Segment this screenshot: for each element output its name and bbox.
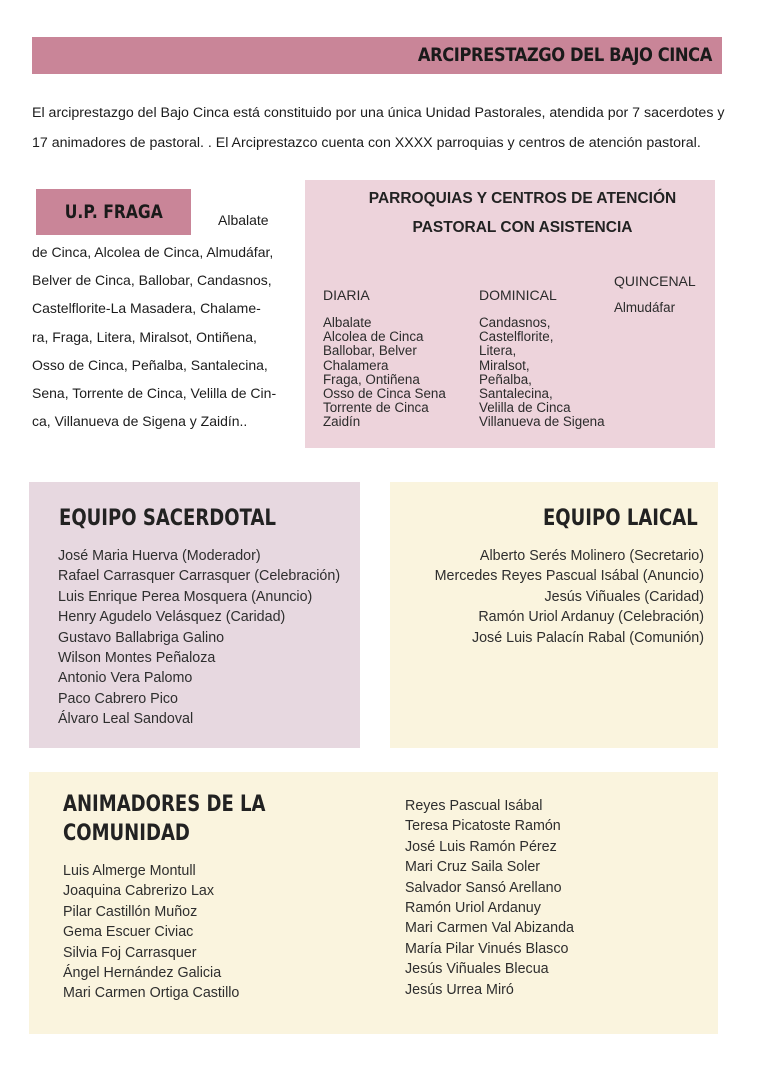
member-name: Silvia Foj Carrasquer: [63, 944, 197, 961]
quincenal-heading: QUINCENAL: [614, 273, 696, 289]
up-fraga-parishes-text: [32, 238, 277, 435]
animadores-heading-line-1: ANIMADORES DE LA: [63, 792, 266, 817]
list-item: Zaidín: [323, 414, 361, 430]
up-line: ca, Villanueva de Sigena y Zaidín..: [32, 413, 248, 430]
equipo-laical-heading-text: EQUIPO LAICAL: [543, 506, 698, 531]
member-name: Joaquina Cabrerizo Lax: [63, 883, 215, 900]
intro-paragraph: [32, 98, 732, 158]
equipo-sacerdotal-list: [58, 546, 340, 730]
up-fraga-label-text: U.P. FRAGA: [64, 201, 163, 223]
animadores-left-list: [63, 861, 239, 1004]
diaria-heading: DIARIA: [323, 287, 370, 303]
page-title-bar: [32, 37, 722, 74]
member-name: Luis Almerge Montull: [63, 863, 196, 879]
equipo-sacerdotal-heading: [59, 504, 324, 533]
member-name: Mercedes Reyes Pascual Isábal (Anuncio): [434, 568, 704, 585]
member-name: Mari Carmen Ortiga Castillo: [63, 985, 240, 1002]
quincenal-list: [614, 301, 675, 315]
list-item: Albalate: [323, 315, 372, 330]
member-name: Jesús Viñuales (Caridad): [544, 588, 704, 605]
member-name: Ramón Uriol Ardanuy: [405, 900, 541, 917]
member-name: Jesús Urrea Miró: [405, 981, 514, 998]
up-line: Castelflorite-La Masadera, Chalame-: [32, 300, 261, 317]
parroquias-title: [305, 184, 740, 242]
list-item: Castelflorite,: [479, 329, 554, 345]
parroquias-title-line-1: PARROQUIAS Y CENTROS DE ATENCIÓN: [368, 190, 677, 207]
member-name: Wilson Montes Peñaloza: [58, 650, 216, 667]
animadores-heading: [63, 790, 310, 848]
member-name: Álvaro Leal Sandoval: [58, 711, 194, 728]
animadores-box: [29, 772, 718, 1034]
up-line: ra, Fraga, Litera, Miralsot, Ontiñena,: [32, 328, 257, 345]
member-name: José Luis Ramón Pérez: [405, 838, 557, 855]
member-name: Pilar Castillón Muñoz: [63, 903, 198, 920]
member-name: Antonio Vera Palomo: [58, 670, 193, 687]
up-line: de Cinca, Alcolea de Cinca, Almudáfar,: [32, 244, 274, 260]
member-name: Luis Enrique Perea Mosquera (Anuncio): [58, 588, 313, 605]
member-name: Gema Escuer Civiac: [63, 924, 194, 941]
member-name: Reyes Pascual Isábal: [405, 798, 543, 814]
intro-line-1: El arciprestazgo del Bajo Cinca está constituido por una única Unidad Pastorales, atendida por 7 sacerdotes y: [32, 105, 725, 121]
list-item: Osso de Cinca Sena: [323, 386, 446, 402]
member-name: Gustavo Ballabriga Galino: [58, 629, 225, 646]
up-line: Osso de Cinca, Peñalba, Santalecina,: [32, 356, 268, 373]
animadores-right-list: [405, 796, 574, 1000]
list-item: Alcolea de Cinca: [323, 329, 424, 345]
list-item: Velilla de Cinca: [479, 400, 571, 416]
member-name: Ángel Hernández Galicia: [63, 965, 222, 982]
list-item: Torrente de Cinca: [323, 400, 429, 416]
page-title: ARCIPRESTAZGO DEL BAJO CINCA: [417, 44, 712, 66]
up-fraga-first-word: Albalate: [218, 212, 269, 228]
equipo-laical-box: [390, 482, 718, 748]
member-name: Henry Agudelo Velásquez (Caridad): [58, 609, 286, 626]
list-item: Litera,: [479, 343, 517, 359]
equipo-sacerdotal-box: [29, 482, 360, 748]
list-item: Santalecina,: [479, 386, 553, 402]
member-name: Jesús Viñuales Blecua: [405, 961, 549, 978]
member-name: Teresa Picatoste Ramón: [405, 818, 561, 835]
list-item: Peñalba,: [479, 371, 532, 387]
list-item: Almudáfar: [614, 300, 676, 315]
animadores-heading-line-2: COMUNIDAD: [63, 821, 190, 846]
intro-line-2: 17 animadores de pastoral. . El Arciprestazco cuenta con XXXX parroquias y centros de atención pastoral.: [32, 135, 701, 151]
parroquias-box: [305, 180, 715, 448]
up-line: Belver de Cinca, Ballobar, Candasnos,: [32, 272, 272, 289]
member-name: Alberto Serés Molinero (Secretario): [479, 548, 704, 564]
up-fraga-label: [36, 189, 191, 235]
dominical-list: [479, 316, 605, 430]
parroquias-title-line-2: PASTORAL CON ASISTENCIA: [412, 219, 633, 236]
member-name: José Maria Huerva (Moderador): [58, 548, 261, 564]
equipo-laical-list: [435, 546, 704, 648]
list-item: Ballobar, Belver: [323, 343, 417, 359]
up-line: Sena, Torrente de Cinca, Velilla de Cin-: [32, 385, 277, 402]
equipo-laical-heading: [509, 504, 698, 533]
member-name: Mari Cruz Saila Soler: [405, 859, 541, 876]
member-name: Rafael Carrasquer Carrasquer (Celebración): [58, 568, 341, 585]
diaria-list: [323, 316, 446, 430]
member-name: Mari Carmen Val Abizanda: [405, 920, 574, 937]
equipo-sacerdotal-heading-text: EQUIPO SACERDOTAL: [59, 506, 276, 531]
member-name: Ramón Uriol Ardanuy (Celebración): [478, 609, 704, 626]
list-item: Fraga, Ontiñena: [323, 371, 420, 387]
list-item: Miralsot,: [479, 357, 530, 373]
dominical-heading: DOMINICAL: [479, 287, 557, 303]
member-name: Paco Cabrero Pico: [58, 690, 178, 707]
list-item: Villanueva de Sigena: [479, 414, 605, 430]
member-name: José Luis Palacín Rabal (Comunión): [471, 629, 704, 646]
list-item: Chalamera: [323, 357, 389, 373]
member-name: Salvador Sansó Arellano: [405, 879, 562, 896]
list-item: Candasnos,: [479, 315, 551, 330]
member-name: María Pilar Vinués Blasco: [405, 940, 569, 957]
